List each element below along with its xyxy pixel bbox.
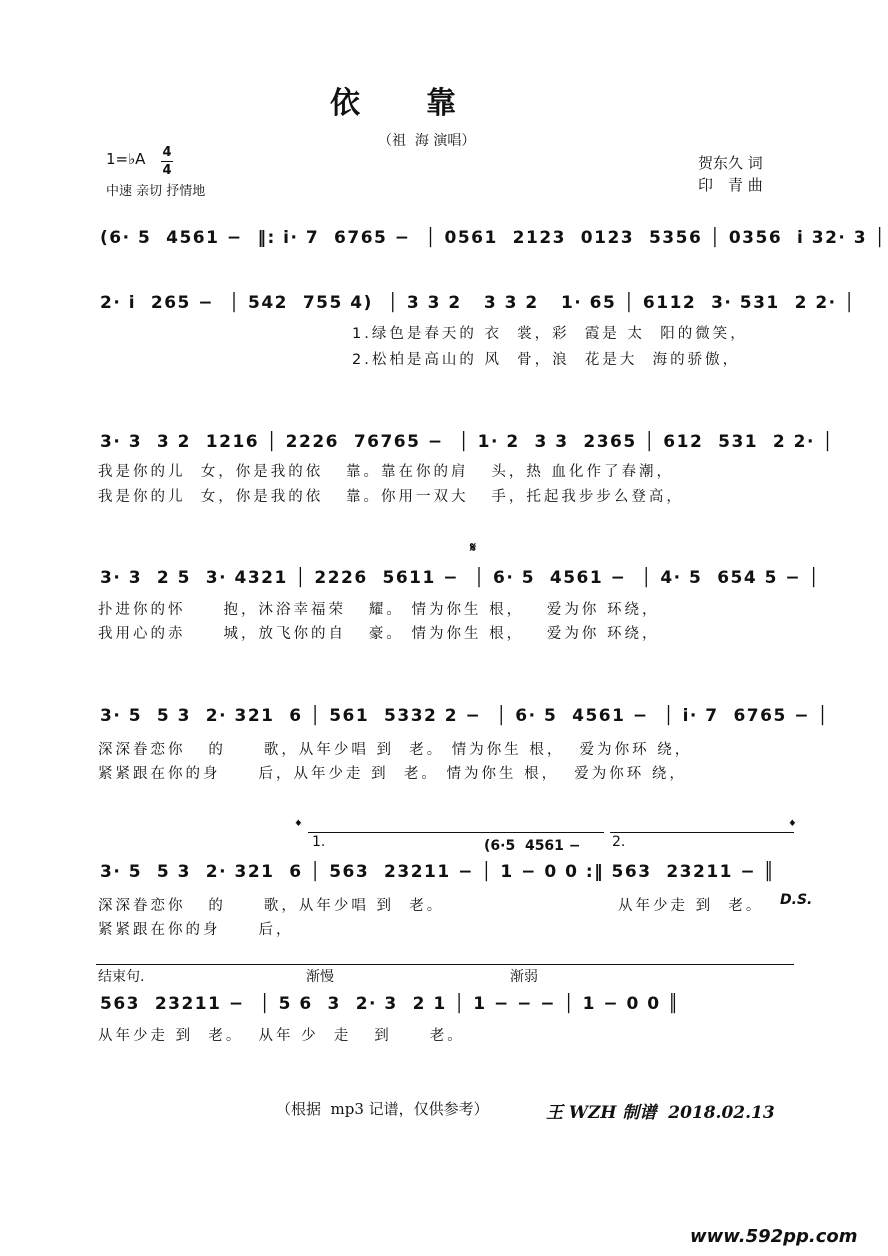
reference-note: （根据 mp3 记谱，仅供参考） [276,1100,489,1118]
ending-label: 结束句. [98,969,145,985]
ritardando-label: 渐慢 [306,969,334,985]
lyric-line-3-verse-1: 我是你的儿 女，你是我的依 靠。靠在你的肩 头，热 血化作了春潮， [98,464,674,480]
lyric-line-3-verse-2: 我是你的儿 女，你是我的依 靠。你用一双大 手，托起我步步么登高， [98,489,684,505]
volta-1-line [308,832,604,833]
lyric-line-4-verse-1: 扑进你的怀 抱，沐浴幸福荣 耀。 情为你生 根， 爱为你 环绕， [98,602,660,618]
lyric-line-5-verse-2: 紧紧跟在你的身 后，从年少走 到 老。 情为你生 根， 爱为你环 绕， [98,766,687,782]
notation-line-7: 563 23211 − │ 5 6 3 2· 3 2 1 │ 1 − − − │ 1 − 0 0 ║ [100,994,680,1014]
lyric-line-6-verse-2: 紧紧跟在你的身 后， [98,922,294,938]
coda-sign-right: 𝄌 [790,818,795,834]
notation-line-2: 2· i 265 − │ 542 755 4) │ 3 3 2 3 3 2 1· 65 │ 6112 3· 531 2 2· │ [100,293,856,313]
volta-1-label: 1. [312,834,326,850]
notation-line-4: 3· 3 2 5 3· 4321 │ 2226 5611 − │ 6· 5 4561 − │ 4· 5 654 5 − │ [100,568,821,588]
notation-line-6: 3· 5 5 3 2· 321 6 │ 563 23211 − │ 1 − 0 0 :‖ 563 23211 − ║ [100,862,776,882]
lyric-line-6-verse-1: 深深眷恋你 的 歌，从年少唱 到 老。 [98,898,445,914]
volta-2-label: 2. [612,834,626,850]
segno-sign: 𝄋 [470,540,477,556]
volta-2-line [610,832,794,833]
key-signature: 1=♭A [106,150,146,168]
lyricist: 贺东久 词 [698,154,763,172]
lyric-line-4-verse-2: 我用心的赤 城，放飞你的自 豪。 情为你生 根， 爱为你 环绕， [98,626,660,642]
coda-sign-left: 𝄌 [296,818,301,834]
notation-line-5: 3· 5 5 3 2· 321 6 │ 561 5332 2 − │ 6· 5 4561 − │ i· 7 6765 − │ [100,706,830,726]
diminuendo-label: 渐弱 [510,969,538,985]
performer: （祖 海 演唱） [378,133,476,149]
lyric-line-2-verse-2: 2.松柏是高山的 风 骨，浪 花是大 海的骄傲， [352,352,741,368]
notation-line-1: (6· 5 4561 − ‖: i· 7 6765 − │ 0561 2123 0123 5356 │ 0356 i 32· 3 │ [100,228,887,248]
ending-section-line [96,964,794,965]
ds-marking: D.S. [780,892,813,908]
lyric-line-5-verse-1: 深深眷恋你 的 歌，从年少唱 到 老。 情为你生 根， 爱为你环 绕， [98,742,693,758]
tempo-marking: 中速 亲切 抒情地 [106,184,206,199]
website-watermark: www.592pp.com [690,1226,858,1247]
transcriber-signature: 王 WZH 制谱 2018.02.13 [546,1103,775,1123]
lyric-line-2-verse-1: 1.绿色是春天的 衣 裳，彩 霞是 太 阳的微笑， [352,326,748,342]
interlude-bracket: (6·5 4561 − [484,838,581,854]
song-title: 依 靠 [330,86,458,121]
notation-line-3: 3· 3 3 2 1216 │ 2226 76765 − │ 1· 2 3 3 2365 │ 612 531 2 2· │ [100,432,835,452]
lyric-line-7: 从年少走 到 老。 从年 少 走 到 老。 [98,1028,465,1044]
lyric-line-6-ending-2: 从年少走 到 老。 [618,898,764,914]
composer: 印 青 曲 [698,176,763,194]
time-signature: 4 4 [162,145,172,178]
